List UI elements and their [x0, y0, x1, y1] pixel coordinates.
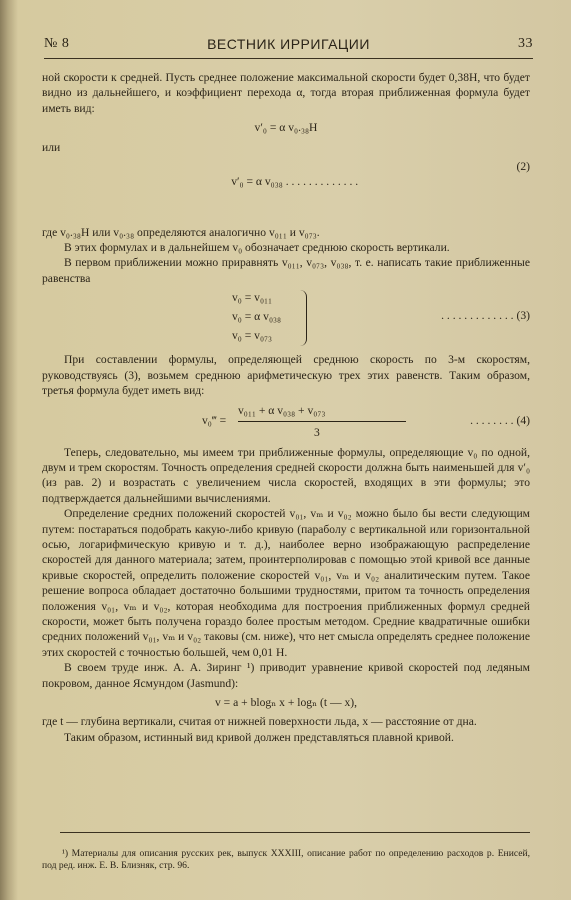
- equation-v0-prime-a: v′₀ = α v₀.₃₈H: [254, 121, 318, 135]
- equation-2: [42, 159, 530, 221]
- paragraph-5: При составлении формулы, определяющей среднюю скорость по 3-м скоростям, руководствуясь (3), возьмем среднюю арифметическую трех этих равенств. Таким образом, третья формула будет иметь вид:: [42, 353, 530, 398]
- paragraph-9: где t — глубина вертикали, считая от нижней поверхности льда, x — расстояние от дна.: [42, 715, 477, 729]
- system-dots: . . . . . . . . . . . . .: [441, 309, 514, 323]
- paragraph-6: Теперь, следовательно, мы имеем три приближенные формулы, определяющие v₀ по одной, двум и трем скоростям. Точность определения средней скорости должна быть наименьшей для v′₀ (из рав. 2) и возрастать с увеличением числа скоростей, входящих в эти формулы; это подтверждается дальнейшими вычислениями.: [42, 445, 530, 505]
- equation-3-number: (3): [516, 309, 530, 323]
- page-number: 33: [518, 36, 533, 51]
- journal-title: ВЕСТНИК ИРРИГАЦИИ: [207, 36, 370, 52]
- system-brace: [300, 290, 307, 346]
- paragraph-3: В этих формулах и в дальнейшем v₀ обозначает среднюю скорость вертикали.: [64, 241, 450, 255]
- paragraph-1: ной скорости к средней. Пусть среднее положение максимальной скорости будет 0,38H, что будет видно из дальнейшего, и коэффициент перехода α, тогда вторая приближенная формула будет иметь вид:: [42, 71, 530, 115]
- system-line-3: v₀ = v₀₇₃: [232, 329, 273, 343]
- page-body: [42, 70, 530, 745]
- system-line-1: v₀ = v₀₁₁: [232, 291, 273, 305]
- equation-2-number: (2): [516, 160, 530, 174]
- jasmund-equation: v = a + blogₙ x + logₙ (t — x),: [214, 696, 358, 709]
- paragraph-10: Таким образом, истинный вид кривой должен представляться плавной кривой.: [64, 730, 454, 744]
- equation-system-3: [42, 288, 530, 350]
- system-line-2: v₀ = α v₀₃₈: [232, 310, 282, 324]
- fraction-bar: [238, 421, 406, 422]
- paragraph-8: В своем труде инж. А. А. Зиринг ¹) приводит уравнение кривой скоростей под ледяным покровом, данное Ясмундом (Jasmund):: [42, 661, 530, 690]
- issue-number: № 8: [44, 36, 70, 51]
- footnote: ¹) Материалы для описания русских рек, выпуск XXXIII, описание работ по определению расходов р. Енисей, под ред. инж. Е. В. Близняк, стр. 96.: [42, 847, 530, 872]
- or-word: или: [42, 140, 61, 154]
- paragraph-7: Определение средних положений скоростей v₀₁, vₘ и v₀₂ можно было бы вести следующим путем: постараться подобрать какую-либо кривую (параболу с вертикальной или горизонтальной осью, логарифмическую кривую и т. д.), наиболее верно изображающую распределение скоростей для данного материала; затем, проинтерполировав с помощью этой кривой все данные кривые скоростей, определить положение скоростей v₀₁, vₘ и v₀₂ аналитическим путем. Такое решение вопроса обладает достаточно большими трудностями, притом та точность определения положения v₀₁, vₘ и v₀₂, которая необходима для построения приближенных формул средней скорости, может быть получена гораздо более простым методом. Средние квадратичные ошибки средних положений v₀₁, vₘ и v₀₂ таковы (см. ниже), что нет смысла определять среднее положение этих скоростей с точностью большей, чем 0,01 H.: [42, 507, 530, 659]
- equation-4-numerator: v₀₁₁ + α v₀₃₈ + v₀₇₃: [238, 403, 326, 417]
- equation-4-number: (4): [516, 413, 530, 427]
- paragraph-2: где v₀.₃₈H или v₀.₃₈ определяются аналогично v₀₁₁ и v₀₇₃.: [42, 225, 320, 239]
- header-rule: [44, 58, 533, 59]
- equation-4-lhs: v₀‴ =: [202, 413, 227, 427]
- paragraph-4: В первом приближении можно приравнять v₀₁₁, v₀₇₃, v₀₃₈, т. е. написать такие приближенные равенства: [42, 256, 530, 285]
- page-header: [44, 36, 533, 56]
- footnote-rule: [60, 832, 530, 833]
- equation-2-body: v′₀ = α v₀₃₈ . . . . . . . . . . . . .: [231, 175, 359, 189]
- equation-4-dots: . . . . . . . .: [470, 413, 514, 427]
- equation-4-denominator: 3: [314, 425, 320, 439]
- equation-4: [42, 403, 530, 441]
